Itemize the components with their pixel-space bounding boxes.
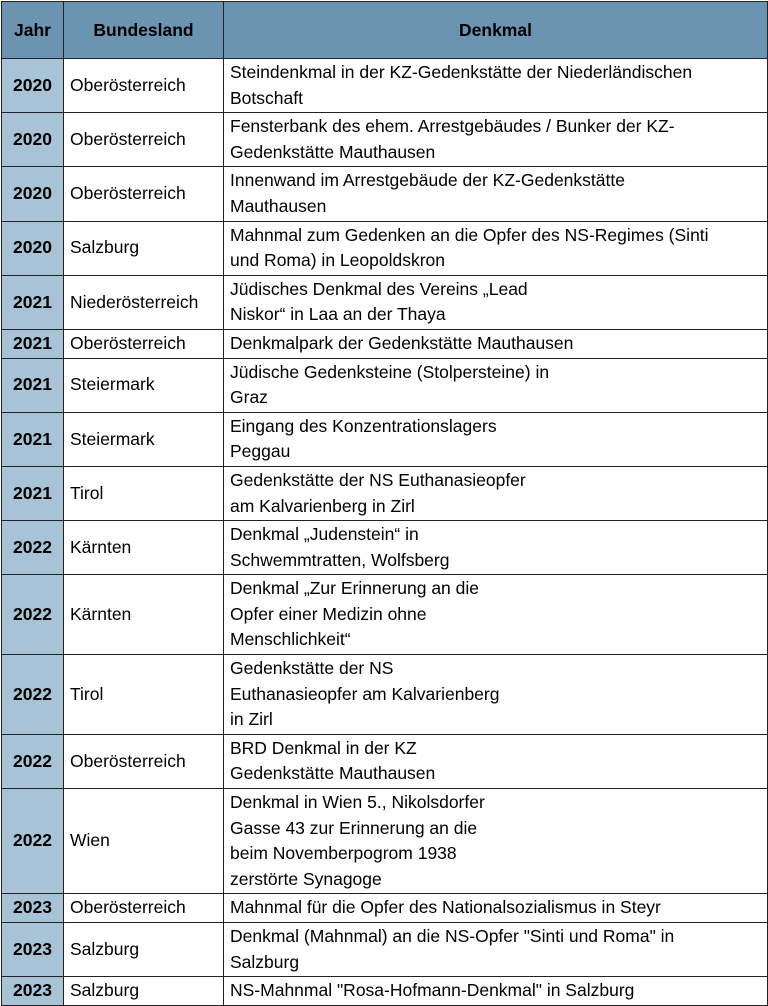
year-cell: 2022	[2, 575, 64, 655]
year-cell: 2021	[2, 466, 64, 520]
state-cell: Oberösterreich	[64, 167, 224, 221]
year-cell: 2021	[2, 329, 64, 358]
state-cell: Oberösterreich	[64, 59, 224, 113]
table-row	[2, 521, 768, 575]
state-cell: Steiermark	[64, 358, 224, 412]
state-cell: Wien	[64, 789, 224, 894]
state-cell: Steiermark	[64, 412, 224, 466]
year-cell: 2020	[2, 113, 64, 167]
table-row	[2, 734, 768, 788]
monument-cell: Fensterbank des ehem. Arrestgebäudes / Bunker der KZ- Gedenkstätte Mauthausen	[224, 113, 768, 167]
year-cell: 2020	[2, 221, 64, 275]
monument-cell: Mahnmal für die Opfer des Nationalsozialismus in Steyr	[224, 894, 768, 923]
year-cell: 2023	[2, 923, 64, 977]
monument-cell: Innenwand im Arrestgebäude der KZ-Gedenkstätte Mauthausen	[224, 167, 768, 221]
monument-cell: Gedenkstätte der NS Euthanasieopfer am Kalvarienberg in Zirl	[224, 466, 768, 520]
state-cell: Oberösterreich	[64, 113, 224, 167]
table-row	[2, 221, 768, 275]
monument-cell: NS-Mahnmal "Rosa-Hofmann-Denkmal" in Salzburg	[224, 977, 768, 1006]
state-cell: Tirol	[64, 655, 224, 735]
monument-cell: Gedenkstätte der NS Euthanasieopfer am Kalvarienberg in Zirl	[224, 655, 768, 735]
state-cell: Niederösterreich	[64, 275, 224, 329]
table-row	[2, 789, 768, 894]
monument-cell: Denkmal „Judenstein“ in Schwemmtratten, Wolfsberg	[224, 521, 768, 575]
state-cell: Salzburg	[64, 221, 224, 275]
monument-cell: Steindenkmal in der KZ-Gedenkstätte der Niederländischen Botschaft	[224, 59, 768, 113]
year-cell: 2020	[2, 59, 64, 113]
state-cell: Oberösterreich	[64, 894, 224, 923]
monument-cell: Denkmal in Wien 5., Nikolsdorfer Gasse 43 zur Erinnerung an die beim Novemberpogrom 1938 zerstörte Synagoge	[224, 789, 768, 894]
table-row	[2, 59, 768, 113]
monuments-table	[1, 1, 768, 1006]
header-year: Jahr	[2, 2, 64, 59]
table-row	[2, 167, 768, 221]
monument-cell: Denkmalpark der Gedenkstätte Mauthausen	[224, 329, 768, 358]
year-cell: 2022	[2, 655, 64, 735]
year-cell: 2020	[2, 167, 64, 221]
state-cell: Salzburg	[64, 923, 224, 977]
year-cell: 2022	[2, 521, 64, 575]
table-row	[2, 275, 768, 329]
table-row	[2, 466, 768, 520]
year-cell: 2021	[2, 358, 64, 412]
state-cell: Oberösterreich	[64, 329, 224, 358]
state-cell: Oberösterreich	[64, 734, 224, 788]
header-monument: Denkmal	[224, 2, 768, 59]
year-cell: 2023	[2, 894, 64, 923]
table-row	[2, 329, 768, 358]
monument-cell: Mahnmal zum Gedenken an die Opfer des NS-Regimes (Sinti und Roma) in Leopoldskron	[224, 221, 768, 275]
year-cell: 2022	[2, 734, 64, 788]
state-cell: Kärnten	[64, 575, 224, 655]
year-cell: 2022	[2, 789, 64, 894]
year-cell: 2021	[2, 412, 64, 466]
state-cell: Tirol	[64, 466, 224, 520]
monument-cell: BRD Denkmal in der KZ Gedenkstätte Mauthausen	[224, 734, 768, 788]
table-row	[2, 655, 768, 735]
table-body	[2, 59, 768, 1006]
table-row	[2, 977, 768, 1006]
table-row	[2, 575, 768, 655]
table-row	[2, 412, 768, 466]
table-row	[2, 923, 768, 977]
state-cell: Salzburg	[64, 977, 224, 1006]
monument-cell: Denkmal (Mahnmal) an die NS-Opfer "Sinti und Roma" in Salzburg	[224, 923, 768, 977]
table-row	[2, 894, 768, 923]
header-state: Bundesland	[64, 2, 224, 59]
year-cell: 2023	[2, 977, 64, 1006]
table-row	[2, 358, 768, 412]
state-cell: Kärnten	[64, 521, 224, 575]
monument-cell: Jüdische Gedenksteine (Stolpersteine) in Graz	[224, 358, 768, 412]
monument-cell: Jüdisches Denkmal des Vereins „Lead Niskor“ in Laa an der Thaya	[224, 275, 768, 329]
year-cell: 2021	[2, 275, 64, 329]
table-header-row	[2, 2, 768, 59]
monument-cell: Eingang des Konzentrationslagers Peggau	[224, 412, 768, 466]
table-row	[2, 113, 768, 167]
monument-cell: Denkmal „Zur Erinnerung an die Opfer einer Medizin ohne Menschlichkeit“	[224, 575, 768, 655]
